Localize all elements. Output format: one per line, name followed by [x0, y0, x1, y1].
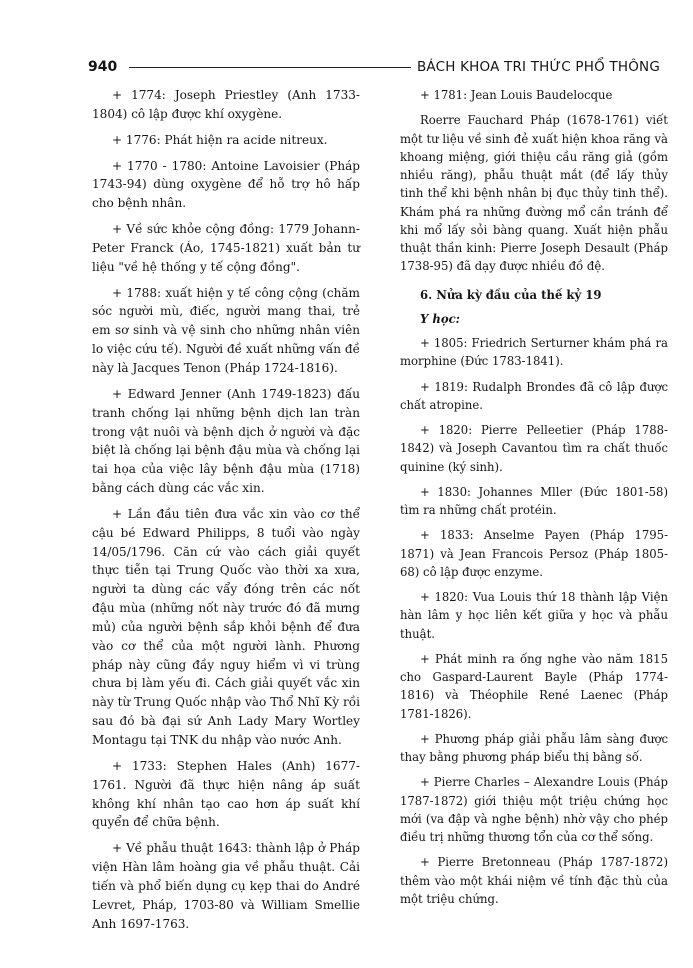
- header-rule: [129, 67, 411, 68]
- paragraph: + 1776: Phát hiện ra acide nitreux.: [112, 132, 328, 147]
- paragraph: + 1788: xuất hiện y tế công cộng (chăm sóc người mù, điếc, người mang thai, trẻ em sơ sinh và vệ sinh cho những nhân viên lo việc cứu tế). Người đề xuất những vấn đề này là Jacques Tenon (Pháp 1724-1816).: [92, 285, 360, 375]
- running-title: BÁCH KHOA TRI THỨC PHỔ THÔNG: [416, 59, 660, 75]
- paragraph: + 1781: Jean Louis Baudelocque: [420, 88, 613, 102]
- paragraph: + 1733: Stephen Hales (Anh) 1677-1761. Người đã thực hiện nâng áp suất không khí nhân tạo cao hơn áp suất khí quyển để chữa bệnh.: [92, 758, 360, 830]
- paragraph: + Lần đầu tiên đưa vắc xin vào cơ thể cậu bé Edward Philipps, 8 tuổi vào ngày 14/05/1796. Căn cứ vào cách giải quyết thực tiễn tại Trung Quốc vào thời xa xưa, người ta dùng các vẩy đóng trên các nốt đậu mùa (những nốt này trước đó đã mưng mủ) của người bệnh sắp khỏi bệnh để đưa vào cơ thể của một người lành. Phương pháp này cũng đầy nguy hiểm vì vi trùng chưa bị làm yếu đi. Cách giải quyết vắc xin này từ Trung Quốc nhập vào Thổ Nhĩ Kỳ rồi sau đó bà đại sứ Anh Lady Mary Wortley Montagu tại TNK du nhập vào nước Anh.: [92, 506, 360, 747]
- paragraph: + 1819: Rudalph Brondes đã cô lập được chất atropine.: [400, 379, 668, 412]
- paragraph: + 1820: Vua Louis thứ 18 thành lập Viện hàn lâm y học liên kết giữa y học và phẫu thuật.: [400, 590, 668, 641]
- paragraph: + 1833: Anselme Payen (Pháp 1795-1871) và Jean Francois Persoz (Pháp 1805-68) cô lập được enzyme.: [400, 528, 668, 579]
- section-heading: 6. Nửa kỳ đầu của thế kỷ 19: [420, 287, 602, 302]
- page-number: 940: [88, 59, 118, 75]
- paragraph: + Pierre Bretonneau (Pháp 1787-1872) thêm vào một khái niệm về tính đặc thù của một triệu chứng.: [400, 855, 668, 906]
- paragraph: + Edward Jenner (Anh 1749-1823) đấu tranh chống lại những bệnh dịch lan tràn trong vật nuôi và bệnh dịch ở người và đặc biệt là chống lại bệnh đậu mùa và chống lại tai họa của việc lây bệnh đậu mùa (1718) bằng cách dùng các vắc xin.: [92, 386, 360, 496]
- paragraph: + 1830: Johannes Mller (Đức 1801-58) tìm ra những chất protéin.: [400, 484, 668, 517]
- paragraph: + 1820: Pierre Pelleetier (Pháp 1788-1842) và Joseph Cavantou tìm ra chất thuốc quinine (ký sinh).: [400, 423, 668, 474]
- paragraph: + 1770 - 1780: Antoine Lavoisier (Pháp 1743-94) dùng oxygène để hỗ trợ hô hấp cho bệnh nhân.: [92, 158, 360, 211]
- paragraph: + 1774: Joseph Priestley (Anh 1733-1804) cô lập được khí oxygène.: [92, 88, 360, 121]
- page-header: [88, 56, 660, 78]
- paragraph: + 1805: Friedrich Serturner khám phá ra morphine (Đức 1783-1841).: [400, 336, 668, 369]
- paragraph: + Về sức khỏe cộng đồng: 1779 Johann-Peter Franck (Áo, 1745-1821) xuất bản tư liệu "về hệ thống y tế cộng đồng".: [92, 222, 360, 274]
- paragraph: Roerre Fauchard Pháp (1678-1761) viết một tư liệu về sinh đẻ xuất hiện khoa răng và khoang miệng, giới thiệu cầu răng giả (gồm nhiều răng), phẫu thuật mắt (để lấy thủy tinh thể khi bệnh nhân bị đục thủy tinh thể). Khám phá ra những đường mổ cần tránh để khi mổ lấy sỏi bàng quang. Xuất hiện phẫu thuật thần kinh: Pierre Joseph Desault (Pháp 1738-95) đã dạy được nhiều đồ đệ.: [400, 113, 668, 274]
- left-column: [92, 86, 360, 940]
- paragraph: + Phát minh ra ống nghe vào năm 1815 cho Gaspard-Laurent Bayle (Pháp 1774-1816) và Théophile René Laenec (Pháp 1781-1826).: [400, 651, 668, 721]
- paragraph: + Về phẫu thuật 1643: thành lập ở Pháp viện Hàn lâm hoàng gia về phẫu thuật. Cải tiến và phổ biến dụng cụ kẹp thai do André Levret, Pháp, 1703-80 và William Smellie Anh 1697-1763.: [92, 841, 360, 931]
- paragraph: + Phương pháp giải phẫu lâm sàng được thay bằng phương pháp biểu thị bằng số.: [400, 731, 668, 764]
- right-column: [400, 86, 668, 915]
- paragraph: + Pierre Charles – Alexandre Louis (Pháp 1787-1872) giới thiệu một triệu chứng học mới (va đập và nghe bệnh) nhờ vậy cho phép điều trị những thương tổn của cơ thể sống.: [400, 775, 668, 844]
- subsection-heading: Y học:: [420, 311, 460, 326]
